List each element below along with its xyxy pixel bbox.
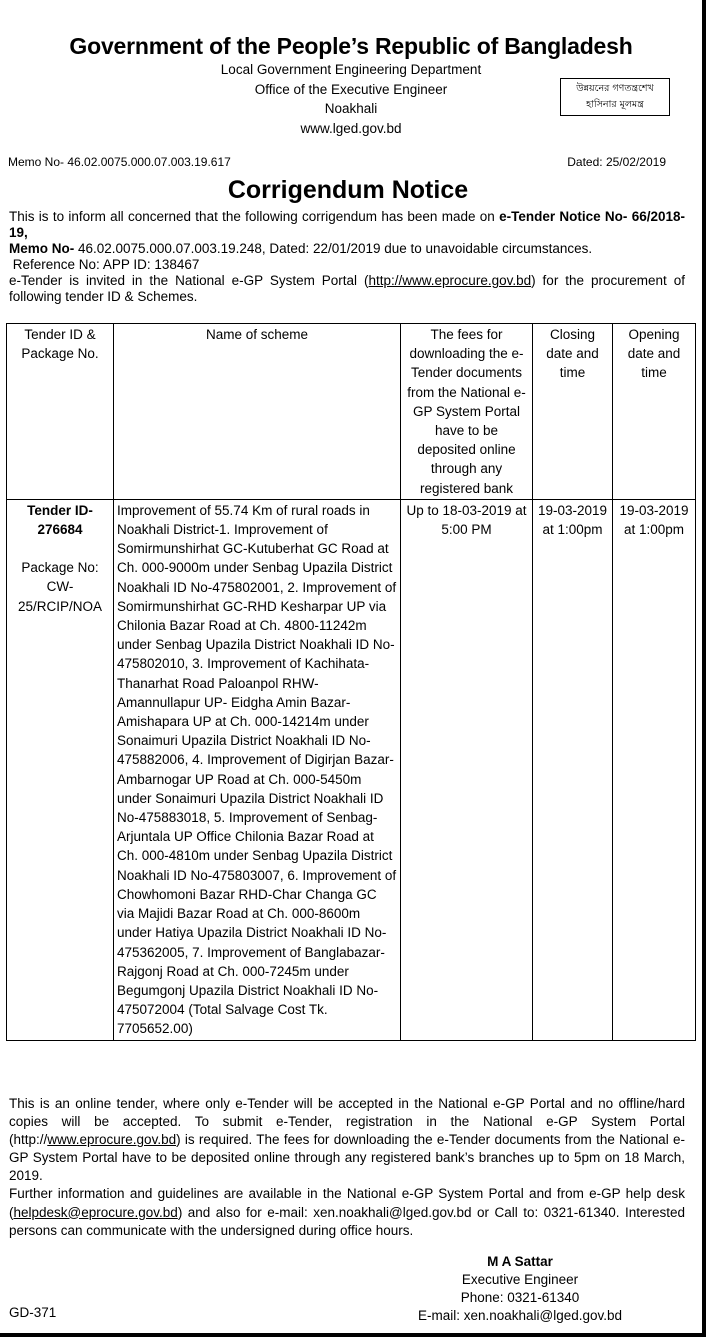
- department-name: Local Government Engineering Department: [220, 62, 482, 77]
- memo-label: Memo No-: [9, 241, 75, 256]
- tender-table: [6, 323, 696, 1041]
- government-name: Government of the People’s Republic of Bangladesh: [69, 33, 633, 59]
- package-no: Package No: CW-25/RCIP/NOA: [17, 560, 103, 614]
- header-fees: The fees for downloading the e-Tender documents from the National e-GP System Portal have to be deposited online through any registered bank: [401, 324, 533, 500]
- table-row: [7, 499, 696, 1040]
- notice-title: Corrigendum Notice: [227, 176, 469, 204]
- memo-number: Memo No- 46.02.0075.000.07.003.19.617: [8, 155, 231, 169]
- etender-notice-no: e-Tender Notice No- 66/2018-19,: [9, 209, 686, 240]
- eprocure-link[interactable]: http://www.eprocure.gov.bd: [368, 273, 532, 288]
- footer-p2-b: ) and also for e-mail: xen.noakhali@lged.gov.bd or Call to: 0321-61340. Interested persons can communicate with the undersigned during office hours.: [9, 1204, 685, 1238]
- memo-date: Dated: 25/02/2019: [567, 155, 666, 169]
- signatory-name: M A Sattar: [487, 1254, 553, 1269]
- district-name: Noakhali: [324, 101, 378, 116]
- intro-line-1: [9, 209, 685, 241]
- footer-text: [9, 1095, 685, 1240]
- tender-id: Tender ID-276684: [27, 502, 93, 538]
- gd-number: GD-371: [9, 1305, 57, 1320]
- letterhead: [0, 0, 702, 138]
- egp-suffix: ) for the procurement of following tender ID & Schemes.: [9, 273, 685, 304]
- website: www.lged.gov.bd: [300, 120, 402, 136]
- helpdesk-email-link[interactable]: helpdesk@eprocure.gov.bd: [13, 1204, 178, 1220]
- memo-text: 46.02.0075.000.07.003.19.248, Dated: 22/01/2019 due to unavoidable circumstances.: [74, 241, 593, 256]
- memo-row: [8, 154, 666, 170]
- header-closing: Closing date and time: [533, 324, 613, 500]
- signatory-designation: Executive Engineer: [461, 1272, 579, 1287]
- reference-text: Reference No: APP ID: 138467: [12, 257, 200, 272]
- header-tender-id: Tender ID & Package No.: [7, 324, 114, 500]
- scheme-cell: Improvement of 55.74 Km of rural roads in Noakhali District-1. Improvement of Somirmunshirhat GC-Kutuberhat GC Road at Ch. 000-9000m under Senbag Upazila District Noakhali ID No-475802001, 2. Improvement of Somirmunshirhat GC-RHD Kesharpar UP via Chilonia Bazar Road at Ch. 4800-11242m under Senbag Upazila District Noakhali ID No-475802010, 3. Improvement of Kachihata-Thanarhat Road Paloanpol RHW-Amannullapur UP- Eidgha Amin Bazar- Amishapara UP at Ch. 000-14214m under Sonaimuri Upazila District Noakhali ID No-475882006, 4. Improvement of Digirjan Bazar-Ambarnogar UP Road at Ch. 000-5450m under Sonaimuri Upazila District Noakhali ID No-475883018, 5. Improvement of Senbag-Arjuntala UP Office Chilonia Bazar Road at Ch. 000-4810m under Senbag Upazila District Noakhali ID No-475803007, 6. Improvement of Chowhomoni Bazar RHD-Char Changa GC via Majidi Bazar Road at Ch. 000-8600m under Hatiya Upazila District Noakhali ID No-475362005, 7. Improvement of Banglabazar-Rajgonj Road at Ch. 000-7245m under Begumgonj Upazila District Noakhali ID No-475072004 (Total Salvage Cost Tk. 7705652.00): [114, 499, 401, 1040]
- egp-prefix: e-Tender is invited in the National e-GP System Portal (: [9, 273, 369, 288]
- intro-prefix: This is to inform all concerned that the following corrigendum has been made on: [9, 209, 500, 224]
- header-opening: Opening date and time: [613, 324, 696, 500]
- closing-cell: 19-03-2019 at 1:00pm: [533, 499, 613, 1040]
- footer-paragraph-2: [9, 1185, 685, 1239]
- fees-cell: Up to 18-03-2019 at 5:00 PM: [401, 499, 533, 1040]
- tender-id-cell: [7, 499, 114, 1040]
- footer-p1-a: This is an online tender, where only e-Tender will be accepted in the National e-GP Portal and no offline/hard copies will be accepted. To submit e-Tender, registration in the National e-GP System Portal (http://: [9, 1096, 685, 1148]
- intro-memo-line: [9, 241, 685, 257]
- table-header-row: [7, 324, 696, 500]
- intro-text: [9, 209, 685, 305]
- eprocure-link-footer[interactable]: www.eprocure.gov.bd: [47, 1132, 177, 1148]
- reference-line: [9, 257, 685, 273]
- egp-line: [9, 273, 685, 305]
- footer-p1-b: ) is required. The fees for downloading the e-Tender documents from the National e-GP System Portal have to be deposited online through any registered bank’s branches up to 5pm on 18 March, 2019.: [9, 1132, 685, 1184]
- signatory-email: E-mail: xen.noakhali@lged.gov.bd: [417, 1308, 623, 1323]
- slogan-line-1: উন্নয়নের গণতন্ত্রশেখ: [576, 83, 654, 94]
- signatory-phone: Phone: 0321-61340: [460, 1290, 580, 1305]
- footer-p2-a: Further information and guidelines are available in the National e-GP System Portal and from e-GP help desk (: [9, 1186, 685, 1220]
- slogan-box: [560, 78, 670, 116]
- signature-block: [414, 1253, 626, 1325]
- opening-cell: 19-03-2019 at 1:00pm: [613, 499, 696, 1040]
- header-scheme: Name of scheme: [114, 324, 401, 500]
- footer-paragraph-1: [9, 1095, 685, 1185]
- slogan-line-2: হাসিনার মূলমন্ত্র: [586, 99, 644, 110]
- office-name: Office of the Executive Engineer: [254, 81, 448, 97]
